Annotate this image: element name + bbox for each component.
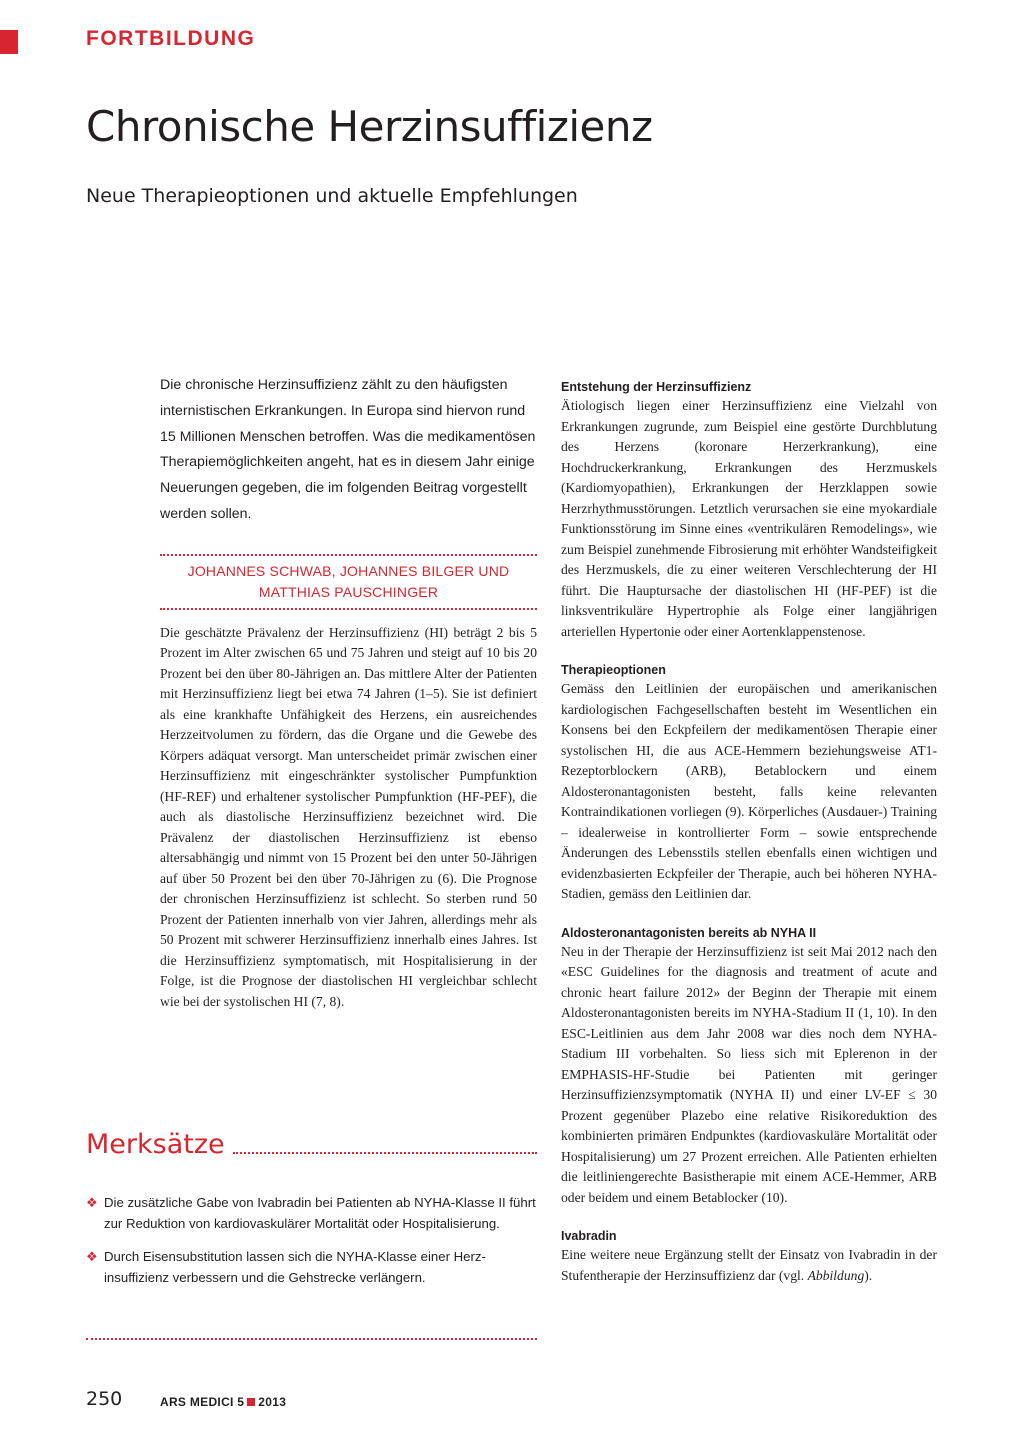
figure-reference: Abbildung [807,1267,865,1283]
journal-year: 2013 [258,1395,287,1409]
left-column [160,373,537,1012]
key-points-divider [86,1338,537,1340]
authors-divider-bottom [160,608,537,610]
key-point-text: Die zusätzliche Gabe von Ivabradin bei Patienten ab NYHA-Klasse II führt zur Reduktion von kardiovaskulärer Mortalität oder Hospitalisierung. [104,1195,536,1231]
section-heading: Aldosteronantagonisten bereits ab NYHA II [561,925,817,940]
article-title: Chronische Herzinsuffizienz [86,102,653,151]
section-label: FORTBILDUNG [86,27,256,50]
journal-info [160,1395,286,1409]
key-point-item [86,1192,537,1234]
diamond-bullet-icon: ❖ [86,1249,98,1264]
journal-name: ARS MEDICI 5 [160,1395,245,1409]
section-paragraph: Neu in der Therapie der Herzinsuffizienz ist seit Mai 2012 nach den «ESC Guidelines for the diagnosis and treatment of acute and chronic heart failure 2012» der Beginn der Therapie mit einem Aldosteronantagonisten bereits im NYHA-Stadium II (1, 10). In den ESC-Leitlinien aus dem Jahr 2008 war dies noch dem NYHA-Stadium III vorbehalten. So liess sich mit Eplerenon in der EMPHASIS-HF-Studie bei Patienten mit geringer Herzinsuffizienzsymptomatik (NYHA II) und einer LV-EF ≤ 30 Prozent gegenüber Plazebo eine relative Risikoreduktion des kombinierten primären Endpunktes (kardiovaskuläre Mortalität oder Hospitalisierung) um 27 Prozent erreichen. Alle Patienten erhielten die leitliniengerechte Basistherapie mit einem ACE-Hemmer, ARB oder beidem und einem Betablocker (10). [561,943,937,1205]
section-heading: Ivabradin [561,1229,617,1243]
article-subtitle: Neue Therapieoptionen und aktuelle Empfehlungen [86,185,578,207]
key-points-title-dots [233,1152,537,1154]
intro-paragraph: Die geschätzte Prävalenz der Herzinsuffizienz (HI) beträgt 2 bis 5 Prozent im Alter zwischen 65 und 75 Jahren und steigt auf 10 bis 20 Prozent bei den über 80-Jährigen an. Das mittlere Alter der Patienten mit Herzinsuffizienz liegt bei etwa 74 Jahren (1–5). Sie ist definiert als eine krankhafte Unfähigkeit des Herzens, ein ausreichendes Herzzeitvolumen zu fördern, das die Organe und die Gewebe des Körpers adäquat versorgt. Man unterscheidet primär zwischen einer Herzinsuffizienz mit eingeschränkter systolischer Pumpfunktion (HF-REF) und erhaltener systolischer Pumpfunktion (HF-PEF), die auch als diastolische Herzinsuffizienz bezeichnet wird. Die Prävalenz der diastolischen Herzinsuffizienz ist ebenso altersabhängig und nimmt von 15 Prozent bei den unter 50-Jährigen auf über 50 Prozent bei den über 70-Jährigen zu (6). Die Prognose der chronischen Herzinsuffizienz ist schlecht. So sterben rund 50 Prozent der Patienten innerhalb von vier Jahren, allerdings mehr als 50 Prozent mit schwerer Herzinsuffizienz innerhalb eines Jahres. Ist die Herzinsuffizienz symptomatisch, mit Hospitalisierung in der Folge, ist die Prognose der diastolischen HI vergleichbar schlecht wie bei der systolischen HI (7, 8). [160,624,537,1009]
key-points-title: Merksätze [86,1129,225,1160]
page-number: 250 [86,1388,123,1410]
paragraph-text: Eine weitere neue Ergänzung stellt der Einsatz von Ivabradin in der Stufentherapie der Herzinsuffizienz dar (vgl. [561,1247,937,1283]
paragraph-text-end: ). [864,1267,873,1283]
key-points-heading [86,1128,537,1162]
lead-paragraph: Die chronische Herzinsuffizienz zählt zu den häufigsten internistischen Erkrankungen. In Europa sind hiervon rund 15 Millionen Menschen betroffen. Was die medikamentösen Therapiemöglichkeiten angeht, hat es in diesem Jahr einige Neuerungen gegeben, die im folgenden Beitrag vorgestellt werden sollen. [160,377,536,522]
key-point-text: Durch Eisensubstitution lassen sich die NYHA-Klasse einer Herzinsuffizienz verbessern und die Gehstrecke verlängern. [104,1249,486,1285]
key-points-box [86,1128,537,1300]
section-heading: Entstehung der Herzinsuffizienz [561,380,752,394]
right-column [561,378,937,1286]
key-point-item [86,1246,537,1288]
section-paragraph: Ätiologisch liegen einer Herzinsuffizienz eine Vielzahl von Erkrankungen zugrunde, zum Beispiel eine gestörte Durchblutung des Herzens (koronare Herzerkrankung), eine Hochdruckerkrankung, Erkrankungen des Herzmuskels (Kardiomyopathien), Erkrankungen der Herzklappen sowie Herzrhythmusstörungen. Letztlich verursachen sie eine myokardiale Funktionsstörung im Sinne eines «ventrikulären Remodelings», wie zum Beispiel zunehmende Fibrosierung mit erhöhter Wandsteifigkeit des Herzmuskels, die zu einer weiteren Verschlechterung der HI führt. Die Hauptursache der diastolischen HI (HF-PEF) ist die linksventrikuläre Hypertrophie als Folge einer langjährigen arteriellen Hypertonie oder einer Aortenklappenstenose. [561,398,937,639]
authors: JOHANNES SCHWAB, JOHANNES BILGER UND MATTHIAS PAUSCHINGER [187,562,510,600]
diamond-bullet-icon: ❖ [86,1195,98,1210]
square-separator-icon [247,1398,255,1406]
section-paragraph: Gemäss den Leitlinien der europäischen und amerikanischen kardiologischen Fachgesellschaften besteht im Wesentlichen ein Konsens bei den Eckpfeilern der medikamentösen Therapie einer systolischen HI, die aus ACE-Hemmern beziehungsweise AT1-Rezeptorblockern (ARB), Betablockern und einem Aldosteronantagonisten besteht, falls keine relevanten Kontraindikationen vorliegen (9). Körperliches (Ausdauer-) Training – idealerweise in kontrollierter Form – sowie entsprechende Änderungen des Lebensstils stellen ebenfalls einen wichtigen und evidenzbasierten Eckpfeiler der Therapie, auch bei höheren NYHA-Stadien, gemäss den Leitlinien dar. [561,681,937,901]
key-points-list [86,1192,537,1288]
section-heading: Therapieoptionen [561,663,666,677]
section-paragraph [561,1245,937,1286]
section-marker [0,30,18,54]
